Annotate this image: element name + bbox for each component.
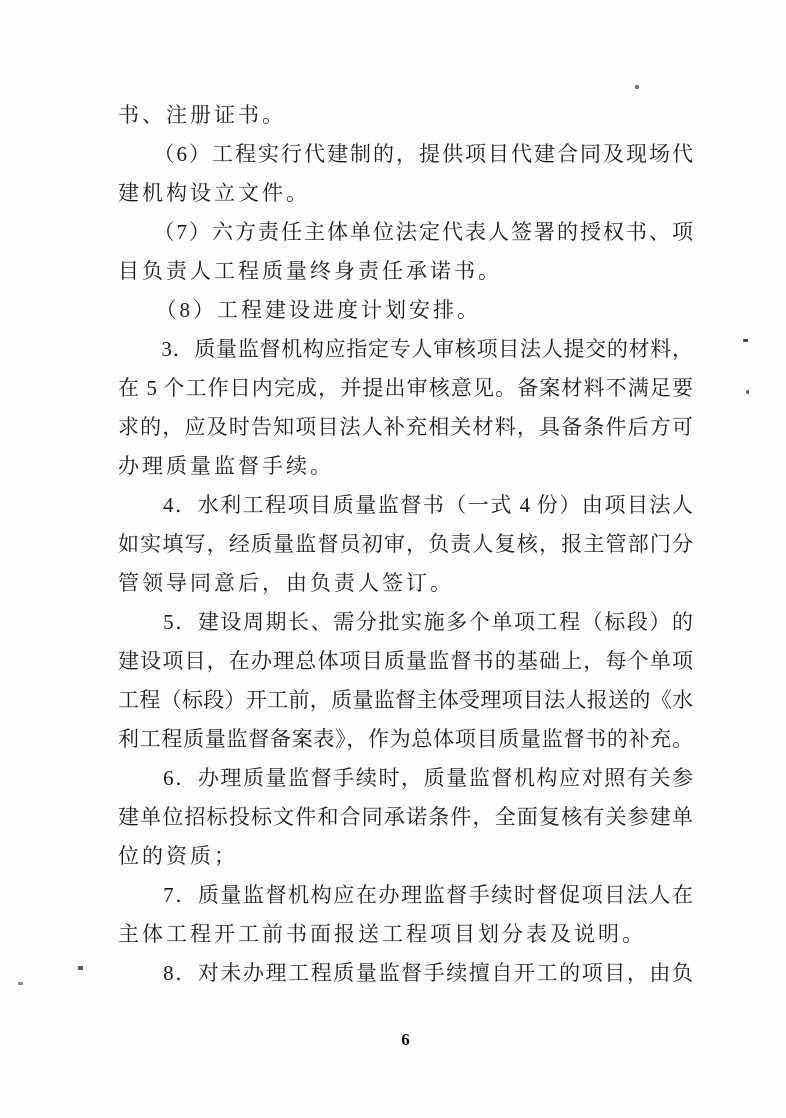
document-body bbox=[118, 96, 693, 993]
text-line: 目负责人工程质量终身责任承诺书。 bbox=[118, 259, 502, 283]
text-line: （7）六方责任主体单位法定代表人签署的授权书、项 bbox=[118, 220, 693, 244]
text-line: 5．建设周期长、需分批实施多个单项工程（标段）的 bbox=[118, 610, 693, 634]
text-line: 工程（标段）开工前，质量监督主体受理项目法人报送的《水 bbox=[118, 688, 693, 712]
text-line: 7．质量监督机构应在办理监督手续时督促项目法人在 bbox=[118, 883, 693, 907]
text-line: 8．对未办理工程质量监督手续擅自开工的项目，由负 bbox=[118, 961, 693, 985]
text-line: 主体工程开工前书面报送工程项目划分表及说明。 bbox=[118, 922, 646, 946]
text-line: 4．水利工程项目质量监督书（一式 4 份）由项目法人 bbox=[118, 493, 693, 517]
text-line: 建设项目，在办理总体项目质量监督书的基础上，每个单项 bbox=[118, 649, 693, 673]
scan-speck bbox=[635, 85, 639, 89]
text-line: 建机构设立文件。 bbox=[118, 181, 310, 205]
scan-speck bbox=[746, 390, 749, 394]
text-line: 在 5 个工作日内完成，并提出审核意见。备案材料不满足要 bbox=[118, 376, 693, 400]
text-line: 如实填写，经质量监督员初审，负责人复核，报主管部门分 bbox=[118, 532, 693, 556]
scan-speck bbox=[743, 339, 748, 342]
text-line: 求的，应及时告知项目法人补充相关材料，具备条件后方可 bbox=[118, 415, 693, 439]
text-line: 6．办理质量监督手续时，质量监督机构应对照有关参 bbox=[118, 766, 693, 790]
text-line: 办理质量监督手续。 bbox=[118, 454, 334, 478]
text-line: （6）工程实行代建制的，提供项目代建合同及现场代 bbox=[118, 142, 693, 166]
text-line: 利工程质量监督备案表》，作为总体项目质量监督书的补充。 bbox=[118, 727, 693, 751]
text-line: 位的资质； bbox=[118, 844, 238, 868]
scan-speck bbox=[78, 966, 83, 970]
text-line: （8）工程建设进度计划安排。 bbox=[118, 298, 481, 322]
page-number: 6 bbox=[401, 1030, 410, 1049]
text-line: 建单位招标投标文件和合同承诺条件，全面复核有关参建单 bbox=[118, 805, 693, 829]
scan-speck bbox=[18, 982, 23, 985]
text-line: 管领导同意后，由负责人签订。 bbox=[118, 571, 454, 595]
text-line: 书、注册证书。 bbox=[118, 103, 286, 127]
text-line: 3．质量监督机构应指定专人审核项目法人提交的材料， bbox=[118, 337, 693, 361]
